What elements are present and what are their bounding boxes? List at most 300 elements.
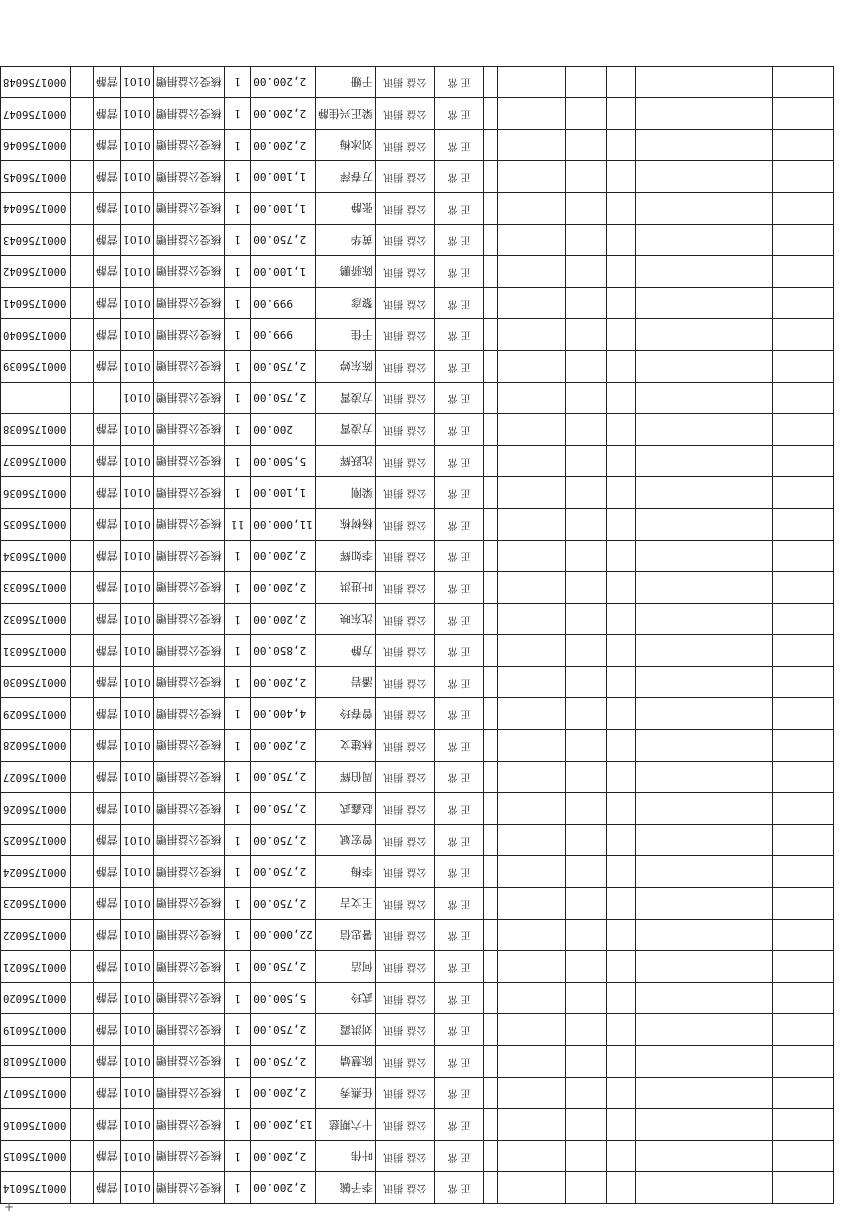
blank-cell [565,888,606,920]
category-cell: 公益 捐讯 [375,698,434,730]
blank-cell [773,1046,834,1078]
table-row [1,761,834,793]
amount-cell: 5,500.00 [251,445,316,477]
quantity-cell: 1 [224,445,250,477]
status-cell: 正 常 [435,477,484,509]
blank-cell [565,635,606,667]
record-id: 0001756022 [1,919,71,951]
blank-cell [484,1046,498,1078]
blank-cell [565,129,606,161]
blank-cell [71,1046,93,1078]
donor-name-cell: 方凌霄 [315,414,375,446]
blank-cell [773,888,834,920]
donor-name-cell: 周伯辉 [315,761,375,793]
donation-type-cell: 核受公益捐赠 [153,1014,224,1046]
blank-cell [635,1172,772,1204]
blank-cell [773,635,834,667]
blank-cell [565,603,606,635]
blank-cell [565,319,606,351]
code-cell: 0101 [120,129,153,161]
code-cell: 0101 [120,508,153,540]
record-id: 0001756029 [1,698,71,730]
code-cell: 0101 [120,1172,153,1204]
blank-cell [498,1109,565,1141]
category-cell: 公益 捐讯 [375,193,434,225]
code-cell: 0101 [120,66,153,98]
blank-cell [498,161,565,193]
blank-cell [606,287,635,319]
code-cell: 0101 [120,540,153,572]
blank-cell [498,224,565,256]
record-id: 0001756044 [1,193,71,225]
blank-cell [773,919,834,951]
record-id: 0001756027 [1,761,71,793]
blank-cell [71,698,93,730]
blank-cell [484,666,498,698]
table-row [1,698,834,730]
donation-type-cell: 核受公益捐赠 [153,919,224,951]
status-cell: 正 常 [435,730,484,762]
blank-cell [498,477,565,509]
blank-cell [565,793,606,825]
blank-cell [773,414,834,446]
blank-cell [606,161,635,193]
account-cell: 营静 [93,730,120,762]
record-id: 0001756020 [1,982,71,1014]
account-cell: 营静 [93,161,120,193]
blank-cell [606,98,635,130]
donor-name-cell: 于姗 [315,66,375,98]
quantity-cell: 1 [224,572,250,604]
code-cell: 0101 [120,761,153,793]
status-cell: 正 常 [435,1077,484,1109]
blank-cell [484,919,498,951]
blank-cell [635,1077,772,1109]
category-cell: 公益 捐讯 [375,856,434,888]
donor-name-cell: 潘岩 [315,666,375,698]
blank-cell [71,761,93,793]
blank-cell [484,445,498,477]
quantity-cell: 1 [224,730,250,762]
blank-cell [773,698,834,730]
amount-cell: 2,200.00 [251,1140,316,1172]
category-cell: 公益 捐讯 [375,635,434,667]
blank-cell [606,540,635,572]
blank-cell [565,1172,606,1204]
table-row [1,888,834,920]
category-cell: 公益 捐讯 [375,666,434,698]
code-cell: 0101 [120,982,153,1014]
table-row [1,572,834,604]
status-cell: 正 常 [435,161,484,193]
donation-type-cell: 核受公益捐赠 [153,1109,224,1141]
blank-cell [565,287,606,319]
record-id: 0001756031 [1,635,71,667]
blank-cell [71,256,93,288]
amount-cell: 999.00 [251,319,316,351]
category-cell: 公益 捐讯 [375,477,434,509]
account-cell: 营静 [93,1172,120,1204]
donation-type-cell: 核受公益捐赠 [153,951,224,983]
account-cell: 营静 [93,919,120,951]
blank-cell [635,635,772,667]
blank-cell [635,1046,772,1078]
account-cell: 营静 [93,888,120,920]
status-cell: 正 常 [435,224,484,256]
blank-cell [773,319,834,351]
blank-cell [635,540,772,572]
blank-cell [635,287,772,319]
account-cell: 营静 [93,319,120,351]
blank-cell [606,350,635,382]
blank-cell [498,603,565,635]
blank-cell [565,1109,606,1141]
quantity-cell: 1 [224,856,250,888]
record-id: 0001756045 [1,161,71,193]
donation-type-cell: 核受公益捐赠 [153,1140,224,1172]
status-cell: 正 常 [435,66,484,98]
record-id: 0001756024 [1,856,71,888]
quantity-cell: 1 [224,477,250,509]
category-cell: 公益 捐讯 [375,1014,434,1046]
blank-cell [565,1140,606,1172]
account-cell: 营静 [93,1140,120,1172]
blank-cell [565,445,606,477]
record-id: 0001756042 [1,256,71,288]
blank-cell [773,1077,834,1109]
account-cell: 营静 [93,350,120,382]
table-row [1,824,834,856]
donation-type-cell: 核受公益捐赠 [153,129,224,161]
blank-cell [773,603,834,635]
category-cell: 公益 捐讯 [375,1140,434,1172]
amount-cell: 2,750.00 [251,350,316,382]
code-cell: 0101 [120,824,153,856]
blank-cell [498,350,565,382]
table-row [1,161,834,193]
scan-corner-mark: + [4,1200,15,1214]
blank-cell [606,761,635,793]
table-row [1,1077,834,1109]
quantity-cell: 1 [224,888,250,920]
amount-cell: 13,200.00 [251,1109,316,1141]
blank-cell [635,98,772,130]
record-id: 0001756040 [1,319,71,351]
blank-cell [635,66,772,98]
quantity-cell: 1 [224,256,250,288]
account-cell: 营静 [93,540,120,572]
blank-cell [635,224,772,256]
account-cell: 营静 [93,635,120,667]
blank-cell [606,572,635,604]
donation-type-cell: 核受公益捐赠 [153,1172,224,1204]
blank-cell [606,256,635,288]
record-id: 0001756043 [1,224,71,256]
record-id: 0001756021 [1,951,71,983]
blank-cell [565,508,606,540]
code-cell: 0101 [120,1014,153,1046]
blank-cell [71,382,93,414]
record-id: 0001756033 [1,572,71,604]
blank-cell [565,730,606,762]
blank-cell [484,477,498,509]
blank-cell [635,350,772,382]
blank-cell [773,1014,834,1046]
donation-type-cell: 核受公益捐赠 [153,730,224,762]
blank-cell [635,1109,772,1141]
amount-cell: 2,200.00 [251,129,316,161]
record-id: 0001756016 [1,1109,71,1141]
donation-type-cell: 核受公益捐赠 [153,856,224,888]
blank-cell [565,761,606,793]
category-cell: 公益 捐讯 [375,730,434,762]
category-cell: 公益 捐讯 [375,1046,434,1078]
record-id: 0001756036 [1,477,71,509]
record-id: 0001756041 [1,287,71,319]
record-id: 0001756046 [1,129,71,161]
table-row [1,477,834,509]
table-row [1,98,834,130]
account-cell: 营静 [93,414,120,446]
blank-cell [635,445,772,477]
blank-cell [498,382,565,414]
donation-type-cell: 核受公益捐赠 [153,888,224,920]
blank-cell [498,508,565,540]
donor-name-cell: 赵鑫武 [315,793,375,825]
amount-cell: 200.00 [251,414,316,446]
amount-cell: 22,000.00 [251,919,316,951]
amount-cell: 2,200.00 [251,603,316,635]
blank-cell [773,761,834,793]
blank-cell [565,66,606,98]
blank-cell [498,698,565,730]
blank-cell [484,730,498,762]
donor-name-cell: 任燕秀 [315,1077,375,1109]
code-cell: 0101 [120,951,153,983]
category-cell: 公益 捐讯 [375,824,434,856]
blank-cell [498,856,565,888]
blank-cell [606,951,635,983]
quantity-cell: 1 [224,540,250,572]
donor-name-cell: 叶进洪 [315,572,375,604]
donor-name-cell: 刘冰梅 [315,129,375,161]
blank-cell [773,982,834,1014]
blank-cell [773,98,834,130]
blank-cell [606,730,635,762]
table-row [1,129,834,161]
blank-cell [71,98,93,130]
blank-cell [484,224,498,256]
blank-cell [71,730,93,762]
blank-cell [606,982,635,1014]
account-cell: 营静 [93,761,120,793]
table-row [1,1046,834,1078]
blank-cell [606,824,635,856]
blank-cell [635,824,772,856]
blank-cell [484,414,498,446]
blank-cell [71,982,93,1014]
donor-name-cell: 梁正兴佳静 [315,98,375,130]
status-cell: 正 常 [435,635,484,667]
category-cell: 公益 捐讯 [375,508,434,540]
record-id: 0001756017 [1,1077,71,1109]
blank-cell [71,856,93,888]
donation-type-cell: 核受公益捐赠 [153,698,224,730]
amount-cell: 2,200.00 [251,1077,316,1109]
account-cell: 营静 [93,224,120,256]
blank-cell [71,224,93,256]
quantity-cell: 1 [224,382,250,414]
blank-cell [773,951,834,983]
blank-cell [484,350,498,382]
blank-cell [635,1014,772,1046]
category-cell: 公益 捐讯 [375,982,434,1014]
blank-cell [71,1172,93,1204]
status-cell: 正 常 [435,572,484,604]
blank-cell [773,1109,834,1141]
blank-cell [565,824,606,856]
amount-cell: 2,200.00 [251,66,316,98]
code-cell: 0101 [120,1140,153,1172]
amount-cell: 1,100.00 [251,193,316,225]
blank-cell [71,635,93,667]
blank-cell [606,888,635,920]
account-cell: 营静 [93,856,120,888]
account-cell: 营静 [93,477,120,509]
blank-cell [606,445,635,477]
code-cell: 0101 [120,477,153,509]
blank-cell [606,1046,635,1078]
blank-cell [498,319,565,351]
code-cell: 0101 [120,287,153,319]
category-cell: 公益 捐讯 [375,319,434,351]
status-cell: 正 常 [435,382,484,414]
blank-cell [606,1014,635,1046]
blank-cell [484,1109,498,1141]
quantity-cell: 1 [224,603,250,635]
status-cell: 正 常 [435,919,484,951]
blank-cell [71,603,93,635]
donation-type-cell: 核受公益捐赠 [153,1046,224,1078]
blank-cell [484,793,498,825]
donation-type-cell: 核受公益捐赠 [153,414,224,446]
blank-cell [498,730,565,762]
category-cell: 公益 捐讯 [375,572,434,604]
table-row [1,603,834,635]
donor-name-cell: 黄华 [315,224,375,256]
blank-cell [498,193,565,225]
donation-type-cell: 核受公益捐赠 [153,98,224,130]
blank-cell [484,603,498,635]
blank-cell [484,824,498,856]
blank-cell [484,698,498,730]
blank-cell [635,793,772,825]
blank-cell [773,508,834,540]
category-cell: 公益 捐讯 [375,161,434,193]
status-cell: 正 常 [435,1046,484,1078]
blank-cell [635,730,772,762]
blank-cell [606,919,635,951]
blank-cell [484,66,498,98]
blank-cell [498,572,565,604]
donation-type-cell: 核受公益捐赠 [153,477,224,509]
amount-cell: 2,750.00 [251,793,316,825]
donation-type-cell: 核受公益捐赠 [153,287,224,319]
amount-cell: 2,200.00 [251,572,316,604]
blank-cell [773,793,834,825]
category-cell: 公益 捐讯 [375,793,434,825]
donor-name-cell: 曾宏斌 [315,824,375,856]
quantity-cell: 1 [224,1046,250,1078]
blank-cell [498,635,565,667]
amount-cell: 2,750.00 [251,1046,316,1078]
record-id: 0001756048 [1,66,71,98]
quantity-cell: 1 [224,319,250,351]
blank-cell [606,793,635,825]
category-cell: 公益 捐讯 [375,1172,434,1204]
blank-cell [484,888,498,920]
amount-cell: 4,400.00 [251,698,316,730]
donation-type-cell: 核受公益捐赠 [153,603,224,635]
table-row [1,1140,834,1172]
blank-cell [773,66,834,98]
blank-cell [635,761,772,793]
blank-cell [606,698,635,730]
account-cell: 营静 [93,824,120,856]
donation-type-cell: 核受公益捐赠 [153,666,224,698]
blank-cell [71,1077,93,1109]
blank-cell [498,414,565,446]
blank-cell [498,1046,565,1078]
blank-cell [773,161,834,193]
category-cell: 公益 捐讯 [375,350,434,382]
code-cell: 0101 [120,1046,153,1078]
blank-cell [565,698,606,730]
blank-cell [498,761,565,793]
account-cell: 营静 [93,793,120,825]
donor-name-cell: 叶伟 [315,1140,375,1172]
blank-cell [565,350,606,382]
blank-cell [773,382,834,414]
quantity-cell: 1 [224,635,250,667]
blank-cell [71,824,93,856]
status-cell: 正 常 [435,1109,484,1141]
donation-type-cell: 核受公益捐赠 [153,193,224,225]
blank-cell [565,919,606,951]
amount-cell: 2,750.00 [251,856,316,888]
code-cell: 0101 [120,698,153,730]
donor-name-cell: 万春萍 [315,161,375,193]
blank-cell [484,982,498,1014]
code-cell: 0101 [120,414,153,446]
donor-name-cell: 陈东婷 [315,350,375,382]
category-cell: 公益 捐讯 [375,129,434,161]
status-cell: 正 常 [435,508,484,540]
table-row [1,287,834,319]
blank-cell [71,951,93,983]
table-row [1,1109,834,1141]
amount-cell: 2,750.00 [251,824,316,856]
code-cell: 0101 [120,603,153,635]
blank-cell [565,256,606,288]
blank-cell [484,540,498,572]
donation-type-cell: 核受公益捐赠 [153,508,224,540]
table-row [1,919,834,951]
table-row [1,951,834,983]
blank-cell [498,793,565,825]
donor-name-cell: 十六期慈 [315,1109,375,1141]
blank-cell [773,445,834,477]
